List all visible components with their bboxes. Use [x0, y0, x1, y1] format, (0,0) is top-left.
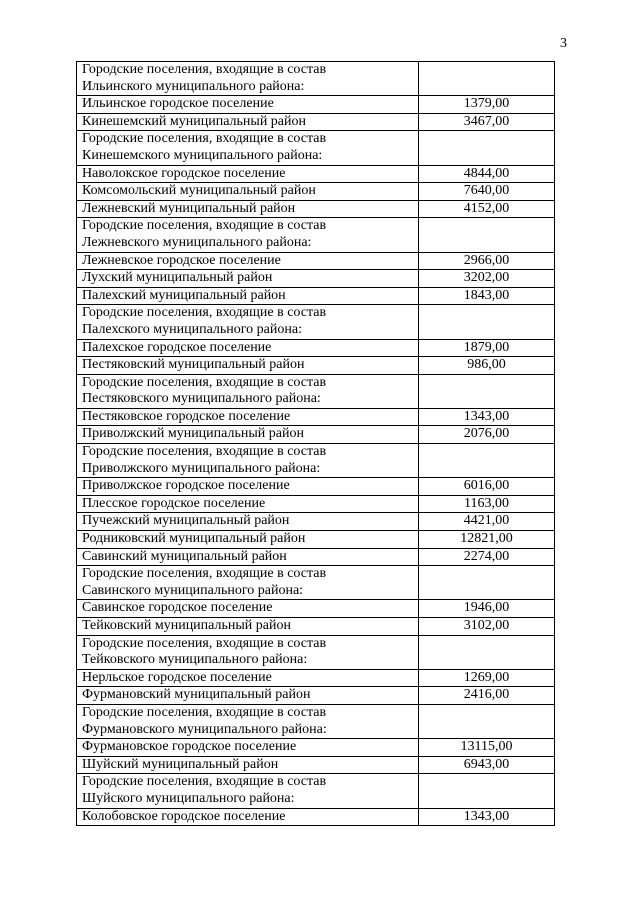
- amount-cell: 7640,00: [419, 183, 555, 201]
- municipality-name-line: Приволжского муниципального района:: [82, 460, 321, 476]
- table-row: [77, 531, 555, 549]
- municipality-name-line: Ильинского муниципального района:: [82, 78, 305, 94]
- amount-cell: [419, 131, 555, 165]
- table-row: [77, 62, 555, 96]
- municipality-name-line: Городские поселения, входящие в состав: [82, 444, 327, 460]
- table-row: [77, 566, 555, 600]
- municipality-name-cell: [77, 635, 419, 669]
- municipality-name-line: Городские поселения, входящие в состав: [82, 131, 327, 147]
- municipality-name-cell: [77, 113, 419, 131]
- amount-cell: 1343,00: [419, 408, 555, 426]
- table-row: [77, 444, 555, 478]
- municipality-name-cell: [77, 183, 419, 201]
- municipality-name-cell: [77, 808, 419, 826]
- municipality-name-cell: [77, 218, 419, 252]
- table-row: [77, 200, 555, 218]
- municipality-name-cell: [77, 739, 419, 757]
- table-row: [77, 513, 555, 531]
- amount-cell: [419, 62, 555, 96]
- amount-cell: 4421,00: [419, 513, 555, 531]
- municipality-name-line: Городские поселения, входящие в состав: [82, 305, 327, 321]
- amount-cell: 1379,00: [419, 96, 555, 114]
- municipality-name-cell: [77, 374, 419, 408]
- table-row: [77, 252, 555, 270]
- amount-cell: 3467,00: [419, 113, 555, 131]
- municipality-name-line: Шуйского муниципального района:: [82, 790, 295, 806]
- municipality-name-cell: [77, 618, 419, 636]
- amount-cell: [419, 704, 555, 738]
- municipality-name-cell: [77, 165, 419, 183]
- municipality-name-line: Лежневское городское поселение: [82, 252, 281, 268]
- municipality-name-line: Лежневский муниципальный район: [82, 200, 296, 216]
- municipality-name-cell: [77, 513, 419, 531]
- municipality-name-cell: [77, 96, 419, 114]
- amount-cell: 2416,00: [419, 687, 555, 705]
- municipality-name-cell: [77, 426, 419, 444]
- municipality-name-cell: [77, 756, 419, 774]
- amount-cell: 6943,00: [419, 756, 555, 774]
- municipality-name-line: Городские поселения, входящие в состав: [82, 62, 327, 77]
- table-row: [77, 165, 555, 183]
- municipality-name-cell: [77, 131, 419, 165]
- municipality-name-cell: [77, 531, 419, 549]
- amount-cell: [419, 566, 555, 600]
- table-body: [77, 62, 555, 826]
- municipality-name-line: Комсомольский муниципальный район: [82, 183, 316, 199]
- page-number: 3: [560, 36, 567, 51]
- municipality-name-cell: [77, 600, 419, 618]
- amount-cell: 2076,00: [419, 426, 555, 444]
- municipality-name-line: Палехский муниципальный район: [82, 287, 286, 303]
- table-row: [77, 374, 555, 408]
- municipality-name-cell: [77, 444, 419, 478]
- table-row: [77, 704, 555, 738]
- amount-cell: [419, 444, 555, 478]
- municipality-name-cell: [77, 200, 419, 218]
- municipality-name-cell: [77, 357, 419, 375]
- municipality-name-line: Городские поселения, входящие в состав: [82, 635, 327, 651]
- municipality-name-line: Городские поселения, входящие в состав: [82, 566, 327, 582]
- municipality-name-line: Тейковского муниципального района:: [82, 652, 308, 668]
- municipality-name-line: Шуйский муниципальный район: [82, 756, 279, 772]
- municipality-name-line: Приволжский муниципальный район: [82, 426, 304, 442]
- municipality-name-line: Городские поселения, входящие в состав: [82, 774, 327, 790]
- municipality-name-cell: [77, 252, 419, 270]
- municipality-name-cell: [77, 548, 419, 566]
- table-row: [77, 618, 555, 636]
- amount-cell: [419, 218, 555, 252]
- amount-cell: [419, 305, 555, 339]
- table-row: [77, 183, 555, 201]
- municipality-name-line: Савинское городское поселение: [82, 600, 273, 616]
- municipality-name-cell: [77, 478, 419, 496]
- table-row: [77, 357, 555, 375]
- municipality-name-cell: [77, 704, 419, 738]
- amount-cell: 2966,00: [419, 252, 555, 270]
- municipality-name-line: Фурмановское городское поселение: [82, 739, 297, 755]
- table-row: [77, 548, 555, 566]
- table-row: [77, 287, 555, 305]
- municipality-name-cell: [77, 495, 419, 513]
- municipality-name-line: Городские поселения, входящие в состав: [82, 374, 327, 390]
- table-row: [77, 131, 555, 165]
- table-row: [77, 756, 555, 774]
- municipality-name-line: Пучежский муниципальный район: [82, 513, 290, 529]
- amount-cell: [419, 774, 555, 808]
- amount-cell: [419, 374, 555, 408]
- amount-cell: 986,00: [419, 357, 555, 375]
- amount-cell: 3102,00: [419, 618, 555, 636]
- table-row: [77, 426, 555, 444]
- municipality-name-line: Нерльское городское поселение: [82, 669, 272, 685]
- amount-cell: 4844,00: [419, 165, 555, 183]
- table-row: [77, 774, 555, 808]
- amount-cell: 6016,00: [419, 478, 555, 496]
- municipality-name-line: Городские поселения, входящие в состав: [82, 218, 327, 234]
- amount-cell: 1343,00: [419, 808, 555, 826]
- municipality-name-cell: [77, 774, 419, 808]
- allocation-table: [76, 61, 555, 826]
- municipality-name-line: Савинского муниципального района:: [82, 582, 304, 598]
- municipality-name-line: Приволжское городское поселение: [82, 478, 290, 494]
- municipality-name-line: Палехского муниципального района:: [82, 321, 302, 337]
- table-row: [77, 408, 555, 426]
- amount-cell: 12821,00: [419, 531, 555, 549]
- amount-cell: 3202,00: [419, 270, 555, 288]
- table-row: [77, 808, 555, 826]
- municipality-name-cell: [77, 287, 419, 305]
- municipality-name-line: Кинешемского муниципального района:: [82, 147, 323, 163]
- amount-cell: [419, 635, 555, 669]
- table-row: [77, 218, 555, 252]
- table-row: [77, 113, 555, 131]
- municipality-name-cell: [77, 669, 419, 687]
- municipality-name-line: Родниковский муниципальный район: [82, 531, 306, 547]
- table-row: [77, 96, 555, 114]
- municipality-name-cell: [77, 339, 419, 357]
- amount-cell: 1163,00: [419, 495, 555, 513]
- table-row: [77, 739, 555, 757]
- table-row: [77, 635, 555, 669]
- table-row: [77, 305, 555, 339]
- amount-cell: 4152,00: [419, 200, 555, 218]
- municipality-name-cell: [77, 566, 419, 600]
- municipality-name-line: Фурмановский муниципальный район: [82, 687, 311, 703]
- amount-cell: 2274,00: [419, 548, 555, 566]
- municipality-name-cell: [77, 305, 419, 339]
- municipality-name-line: Савинский муниципальный район: [82, 548, 287, 564]
- municipality-name-line: Наволокское городское поселение: [82, 165, 286, 181]
- table-row: [77, 339, 555, 357]
- municipality-name-line: Плесское городское поселение: [82, 495, 266, 511]
- municipality-name-line: Пестяковского муниципального района:: [82, 391, 321, 407]
- municipality-name-line: Городские поселения, входящие в состав: [82, 704, 327, 720]
- municipality-name-cell: [77, 408, 419, 426]
- municipality-name-cell: [77, 687, 419, 705]
- municipality-name-line: Лухский муниципальный район: [82, 270, 273, 286]
- municipality-name-line: Колобовское городское поселение: [82, 808, 286, 824]
- municipality-name-line: Кинешемский муниципальный район: [82, 113, 307, 129]
- amount-cell: 1843,00: [419, 287, 555, 305]
- municipality-name-line: Тейковский муниципальный район: [82, 618, 291, 633]
- table-row: [77, 669, 555, 687]
- municipality-name-line: Фурмановского муниципального района:: [82, 721, 327, 737]
- amount-cell: 1879,00: [419, 339, 555, 357]
- table-row: [77, 495, 555, 513]
- municipality-name-line: Лежневского муниципального района:: [82, 234, 312, 250]
- municipality-name-line: Пестяковский муниципальный район: [82, 357, 305, 373]
- table-row: [77, 270, 555, 288]
- amount-cell: 1946,00: [419, 600, 555, 618]
- amount-cell: 1269,00: [419, 669, 555, 687]
- table-row: [77, 600, 555, 618]
- municipality-name-line: Ильинское городское поселение: [82, 96, 274, 112]
- municipality-name-line: Пестяковское городское поселение: [82, 408, 291, 424]
- municipality-name-line: Палехское городское поселение: [82, 339, 272, 355]
- municipality-name-cell: [77, 270, 419, 288]
- municipality-name-cell: [77, 62, 419, 96]
- table-row: [77, 478, 555, 496]
- table-row: [77, 687, 555, 705]
- amount-cell: 13115,00: [419, 739, 555, 757]
